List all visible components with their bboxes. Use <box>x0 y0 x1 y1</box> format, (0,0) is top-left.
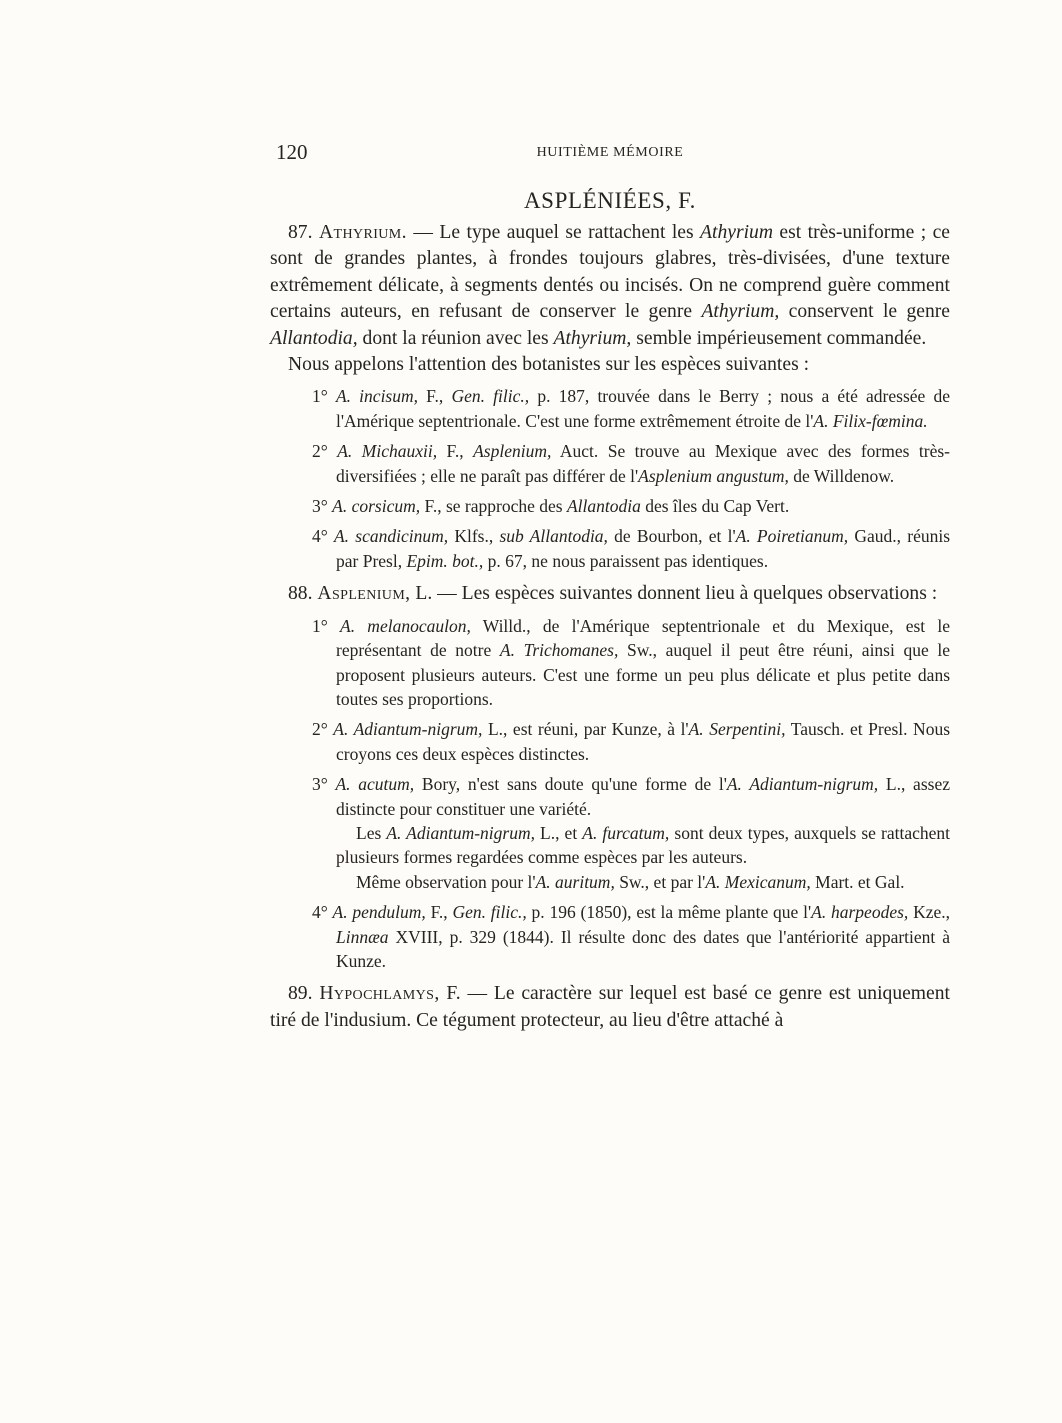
list-item: 2° A. Adiantum-nigrum, L., est réuni, par Kunze, à l'A. Serpentini, Tausch. et Presl. Nous croyons ces deux espèces distinctes. <box>312 719 951 764</box>
list-item: 1° A. melanocaulon, Willd., de l'Amérique septentrionale et du Mexique, est le représentant de notre A. Trichomanes, Sw., auquel il peut être réuni, ainsi que le proposent plusieurs auteurs. C'est une forme un peu plus délicate et plus petite dans toutes ses proportions. <box>312 615 951 709</box>
list-item: 3° A. acutum, Bory, n'est sans doute qu'une forme de l'A. Adiantum-nigrum, L., assez distincte pour constituer une variété. <box>312 774 950 819</box>
list-item: 2° A. Michauxii, F., Asplenium, Auct. Se trouve au Mexique avec des formes très-diversifiées ; elle ne paraît pas différer de l'Asplenium angustum, de Willdenow. <box>312 441 950 486</box>
body-text <box>270 220 950 1034</box>
page-number: 120 <box>276 140 308 164</box>
genus-name: Hypochlamys, <box>319 983 440 1005</box>
list-item: 4° A. scandicinum, Klfs., sub Allantodia, de Bourbon, et l'A. Poiretianum, Gaud., réunis par Presl, Epim. bot., p. 67, ne nous paraissent pas identiques. <box>312 526 951 571</box>
paragraph-88: 88. Asplenium, L. — Les espèces suivantes donnent lieu à quelques observations : <box>288 583 938 605</box>
genus-name: Asplenium, <box>317 583 411 605</box>
list-continuation: Même observation pour l'A. auritum, Sw., et par l'A. Mexicanum, Mart. et Gal. <box>356 871 905 892</box>
genus-name: Athyrium. <box>318 222 407 243</box>
running-header <box>268 140 952 164</box>
list-continuation: Les A. Adiantum-nigrum, L., et A. furcatum, sont deux types, auxquels se rattachent plusieurs formes regardées comme espèces par les auteurs. <box>336 822 950 868</box>
section-title: ASPLÉNIÉES, F. <box>523 188 697 213</box>
paragraph-87-intro: Nous appelons l'attention des botanistes sur les espèces suivantes : <box>288 354 810 376</box>
list-item: 4° A. pendulum, F., Gen. filic., p. 196 (1850), est la même plante que l'A. harpeodes, Kze., Linnæa XVIII, p. 329 (1844). Il résulte donc des dates que l'antériorité appartient à Kunze. <box>312 902 950 971</box>
list-item: 3° A. corsicum, F., se rapproche des Allantodia des îles du Cap Vert. <box>312 496 790 517</box>
running-title: HUITIÈME MÉMOIRE <box>536 145 684 160</box>
list-item: 1° A. incisum, F., Gen. filic., p. 187, trouvée dans le Berry ; nous a été adressée de l'Amérique septentrionale. C'est une forme extrêmement étroite de l'A. Filix-fœmina. <box>312 386 950 431</box>
paragraph-87: 87. Athyrium. — Le type auquel se rattachent les Athyrium est très-uniforme ; ce sont de grandes plantes, à frondes toujours glabres, très-divisées, d'une texture extrêmement délicate, à segments dentés ou incisés. On ne comprend guère comment certains auteurs, en refusant de conserver le genre Athyrium, conservent le genre Allantodia, dont la réunion avec les Athyrium, semble impérieusement commandée. <box>270 222 950 349</box>
paragraph-89: 89. Hypochlamys, F. — Le caractère sur lequel est basé ce genre est uniquement tiré de l'indusium. Ce tégument protecteur, au lieu d'être attaché à <box>270 983 950 1031</box>
